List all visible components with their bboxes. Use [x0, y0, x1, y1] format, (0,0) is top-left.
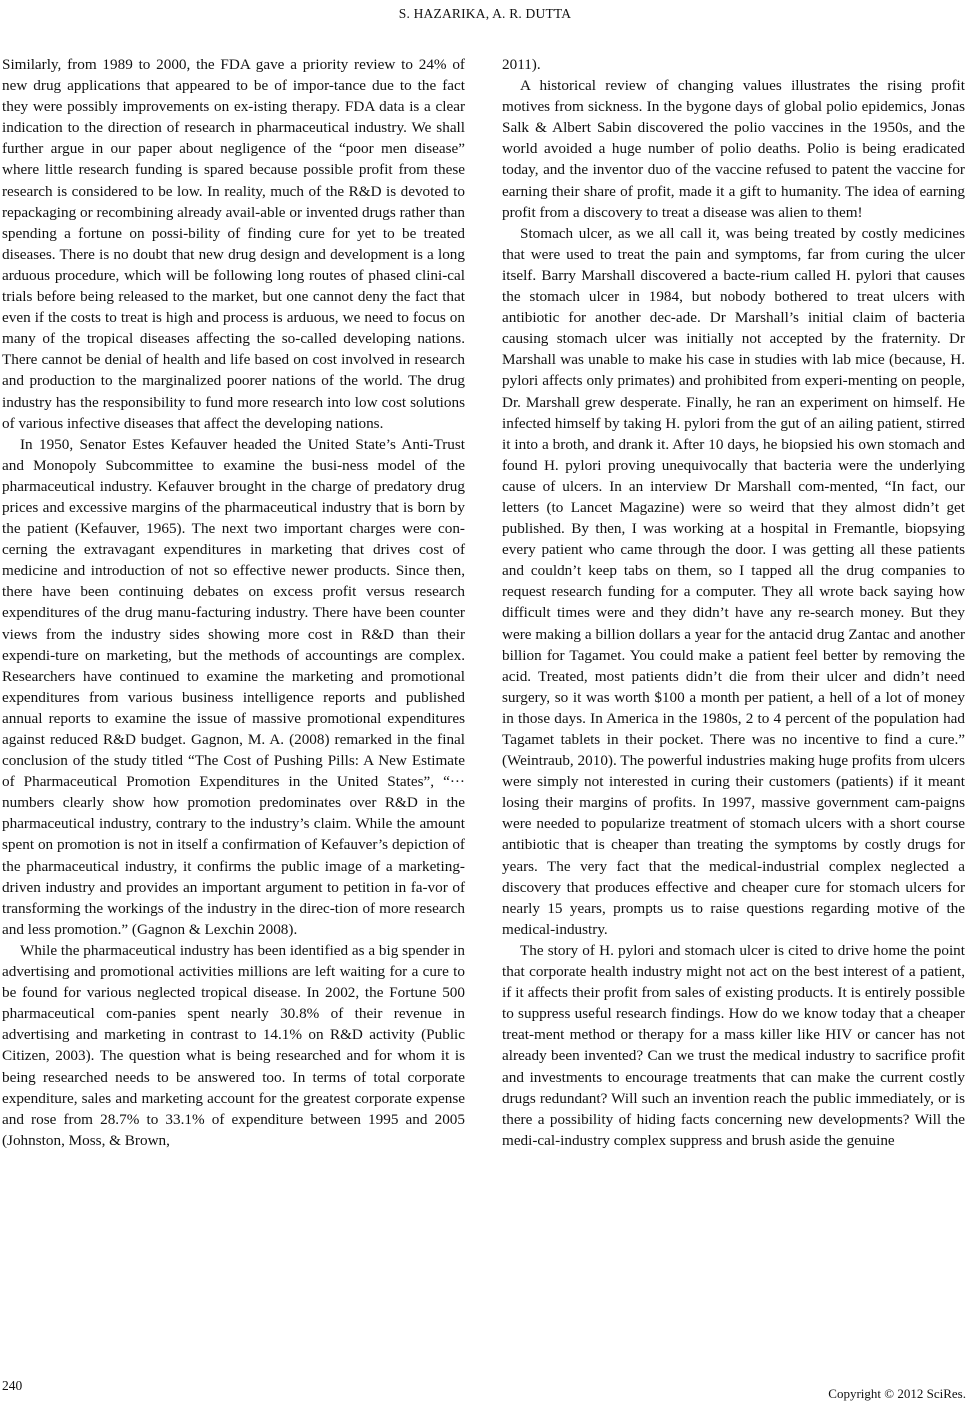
- paragraph: A historical review of changing values illustrates the rising profit motives from sickness. In the bygone days of global polio epidemics, Jonas Salk & Albert Sabin discovered the polio vaccines in the 1950s, and the world avoided a huge number of polio deaths. Polio is being eradicated today, and the inventor duo of the vaccine refused to patent the vaccine for earning their share of profit, made it a gift to humanity. The idea of earning profit from a discovery to treat a disease was alien to them!: [502, 77, 965, 221]
- paragraph: Stomach ulcer, as we all call it, was being treated by costly medicines that were used to treat the pain and symptoms, far from curing the ulcer itself. Barry Marshall discovered a bacte-rium called H. pylori that causes the stomach ulcer in 1984, but nobody bothered to treat ulcers with antibiotic for another dec-ade. Dr Marshall’s initial claim of bacteria causing stomach ulcer was initially not accepted by the fraternity. Dr Marshall was unable to make his case in studies with lab mice (because, H. pylori affects only primates) and prohibited from experi-menting on people, Dr. Marshall grew desperate. Finally, he ran an experiment on himself. He infected himself by taking H. pylori from the gut of an ailing patient, stirred it into a broth, and drank it. After 10 days, he biopsied his own stomach and found H. pylori proving unequivocally that bacteria were the underlying cause of ulcers. In an interview Dr Marshall com-mented, “In fact, our letters (to Lancet Magazine) were so weird that they almost didn’t get published. By then, I was working at a hospital in Fremantle, biopsying every patient who came through the door. I was getting all these patients and couldn’t keep tabs on them, so I tapped all the drug companies to request research funding for a computer. They all wrote back saying how difficult times were and they didn’t have any re-search money. But they were making a billion dollars a year for the antacid drug Zantac and another billion for Tagamet. You could make a patient feel better by removing the acid. Treated, most patients didn’t die from their ulcer and didn’t need surgery, so it was worth $100 a month per patient, a hell of a lot of money in those days. In America in the 1980s, 2 to 4 percent of the population had Tagamet tablets in their pocket. There was no incentive to find a cure.” (Weintraub, 2010). The powerful industries making huge profits from ulcers were simply not interested in curing their customers (patients) if it meant losing their margins of profits. In 1997, massive government cam-paigns were needed to popularize treatment of stomach ulcers with a short course antibiotic that is cheaper than treating the symptoms by costly drugs for years. The very fact that the medical-industrial complex neglected a discovery that produces effective and cheaper cure for stomach ulcers for nearly 15 years, prompts us to raise questions regarding motive of the medical-industry.: [502, 224, 965, 938]
- paragraph: The story of H. pylori and stomach ulcer is cited to drive home the point that corporate health industry might not act on the best interest of a patient, if it affects their profit from sales of existing products. It is entirely possible to suppress useful research findings. How do we know today that a cheaper treat-ment method or therapy for a mass killer like HIV or cancer has not already been invented? Can we trust the medical industry to sacrifice profit and investments to encourage treatments that can make the current costly drugs redundant? Will such an invention reach the public immediately, or is there a possibility of hiding facts concerning new developments? Will the medi-cal-industry complex suppress and brush aside the genuine: [502, 941, 965, 1149]
- page-number: 240: [2, 1378, 23, 1393]
- running-header: S. HAZARIKA, A. R. DUTTA: [398, 6, 572, 21]
- left-column: [2, 54, 465, 1151]
- right-column: [502, 54, 965, 1151]
- paragraph: While the pharmaceutical industry has been identified as a big spender in advertising and promotional activities millions are left waiting for a cure to be found for various neglected tropical disease. In 2002, the Fortune 500 pharmaceutical com-panies spent nearly 30.8% of their revenue in advertising and marketing in contrast to 14.1% on R&D activity (Public Citizen, 2003). The question what is being researched and for whom it is being researched needs to be answered too. In terms of total corporate expenditure, sales and marketing account for the greatest corporate expense and rose from 28.7% to 33.1% of expenditure between 1995 and 2005 (Johnston, Moss, & Brown,: [2, 941, 465, 1149]
- paragraph: Similarly, from 1989 to 2000, the FDA gave a priority review to 24% of new drug applications that appeared to be of impor-tance due to the fact they were possibly improvements on ex-isting therapy. FDA data is a clear indication to the direction of research in pharmaceutical industry. We shall further argue in our paper about negligence of the “poor men disease” where little research funding is spared because possible profit from these research is considered to be low. In reality, much of the R&D is devoted to repackaging or recombining already avail-able or invented drugs rather than spending a fortune on possi-bility of finding cure for yet to be treated diseases. There is no doubt that new drug design and development is a long arduous procedure, which will be following long routes of phased clini-cal trials before being released to the market, but one cannot deny the fact that even if the costs to treat is high and process is arduous, we need to focus on many of the tropical diseases affecting the so-called developing nations. There cannot be denial of health and life based on cost involved in research and production to the marginalized poorer nations of the world. The drug industry has the responsibility to fund more research into low cost solutions of various infective diseases that affect the developing nations.: [2, 56, 465, 432]
- paragraph: In 1950, Senator Estes Kefauver headed the United State’s Anti-Trust and Monopoly Subcommittee to examine the busi-ness model of the pharmaceutical industry. Kefauver brought in the charge of predatory drug prices and excessive margins of the pharmaceutical industry that is born by the patient (Kefauver, 1965). The next two important charges were con-cerning the extravagant expenditures in marketing that drives cost of medicine and introduction of not so effective newer products. Since then, there have been continuing debates on excess profit versus research expenditures of the drug manu-facturing industry. There have been counter views from the industry sides showing more cost in R&D than their expendi-ture on marketing, but the methods of accountings are complex. Researchers have continued to examine the marketing and promotional expenditures from various business intelligence reports and published annual reports to examine the issue of massive promotional expenditures against reduced R&D budget. Gagnon, M. A. (2008) remarked in the final conclusion of the study titled “The Cost of Pushing Pills: A New Estimate of Pharmaceutical Promotion Expenditures in the United States”, “··· numbers clearly show how promotion predominates over R&D in the pharmaceutical industry, contrary to the industry’s claim. While the amount spent on promotion is not in itself a confirmation of Kefauver’s depiction of the pharmaceutical industry, it confirms the public image of a marketing-driven industry and provides an important argument to petition in fa-vor of transforming the workings of the industry in the direc-tion of more research and less promotion.” (Gagnon & Lexchin 2008).: [2, 435, 465, 938]
- paragraph: 2011).: [502, 56, 541, 73]
- copyright-notice: Copyright © 2012 SciRes.: [828, 1386, 966, 1401]
